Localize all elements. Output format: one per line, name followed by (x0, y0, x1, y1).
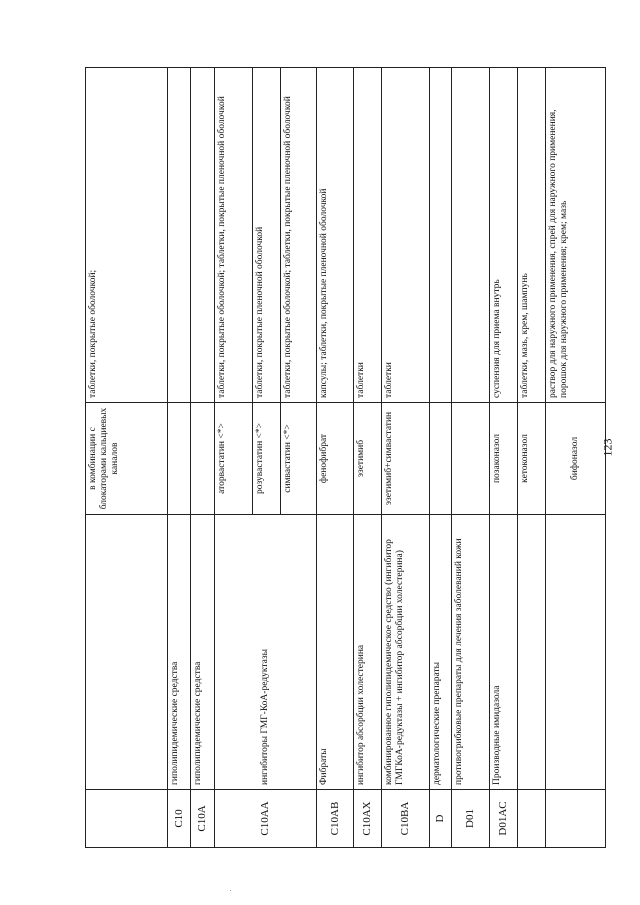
group-cell: ингибитор абсорбции холестерина (354, 515, 382, 790)
drug-name-cell (452, 403, 490, 515)
group-cell: Фибраты (317, 515, 354, 790)
drug-name-cell: эзетимиб+симвастатин (382, 403, 430, 515)
form-cell: таблетки, мазь, крем, шампунь (518, 68, 546, 403)
table-row (490, 68, 518, 848)
code-cell: D01 (452, 790, 490, 848)
group-cell: дерматологические препараты (430, 515, 452, 790)
drug-name-cell: эзетимиб (354, 403, 382, 515)
table-row (430, 68, 452, 848)
table-row (86, 68, 168, 848)
form-cell: суспензия для приема внутрь (490, 68, 518, 403)
form-cell (430, 68, 452, 403)
form-cell: капсулы; таблетки, покрытые пленочной оболочкой (317, 68, 354, 403)
form-cell (452, 68, 490, 403)
drug-name-cell: аторвастатин <*> (215, 403, 253, 515)
code-cell (546, 790, 606, 848)
group-cell: Производные имидазола (490, 515, 518, 790)
table-row (452, 68, 490, 848)
scan-speck (230, 890, 231, 891)
drug-name-cell: симвастатин <*> (281, 403, 317, 515)
group-cell: гиполипидемические средства (168, 515, 191, 790)
code-cell: C10BA (382, 790, 430, 848)
group-cell (546, 515, 606, 790)
form-cell: таблетки, покрытые оболочкой; (86, 68, 168, 403)
drug-name-cell: бифоназол (546, 403, 606, 515)
form-cell: таблетки, покрытые оболочкой; таблетки, покрытые пленочной оболочкой (215, 68, 253, 403)
form-cell: раствор для наружного применения, спрей для наружного применения, порошок для наружного применения; крем; мазь (546, 68, 606, 403)
code-cell: C10AA (215, 790, 317, 848)
drug-name-cell (168, 403, 191, 515)
drug-name-cell (191, 403, 215, 515)
drug-note-cell: в комбинации с блокаторами кальциевых каналов (86, 403, 168, 515)
form-cell: таблетки, покрытые пленочной оболочкой (253, 68, 281, 403)
group-cell (86, 515, 168, 790)
form-cell: таблетки (382, 68, 430, 403)
code-cell: D01AC (490, 790, 518, 848)
table-row (215, 68, 253, 848)
form-cell: таблетки, покрытые оболочкой; таблетки, покрытые пленочной оболочкой (281, 68, 317, 403)
table-row (546, 68, 606, 848)
group-cell: противогрибковые препараты для лечения заболеваний кожи (452, 515, 490, 790)
table-row (382, 68, 430, 848)
table-row (518, 68, 546, 848)
drug-name-cell: розувастатин <*> (253, 403, 281, 515)
group-cell: гиполипидемические средства (191, 515, 215, 790)
drug-table (85, 67, 606, 848)
rotated-table-container (85, 68, 581, 848)
drug-name-cell (430, 403, 452, 515)
table-row (168, 68, 191, 848)
table-row (317, 68, 354, 848)
code-cell: C10AB (317, 790, 354, 848)
form-cell: таблетки (354, 68, 382, 403)
code-cell: C10 (168, 790, 191, 848)
table-row (191, 68, 215, 848)
drug-name-cell: позаконазол (490, 403, 518, 515)
form-cell (191, 68, 215, 403)
code-cell (518, 790, 546, 848)
code-cell (86, 790, 168, 848)
group-cell: ингибиторы ГМГ-КоА-редуктазы (215, 515, 317, 790)
group-cell (518, 515, 546, 790)
drug-name-cell: кетоконазол (518, 403, 546, 515)
code-cell: C10A (191, 790, 215, 848)
table-row (354, 68, 382, 848)
group-cell: комбинированное гиполипидемическое средство (ингибитор ГМГКоА-редуктазы + ингибитор абсорбции холестерина) (382, 515, 430, 790)
form-cell (168, 68, 191, 403)
code-cell: D (430, 790, 452, 848)
drug-name-cell: фенофибрат (317, 403, 354, 515)
code-cell: C10AX (354, 790, 382, 848)
page-number: 123 (600, 438, 615, 457)
